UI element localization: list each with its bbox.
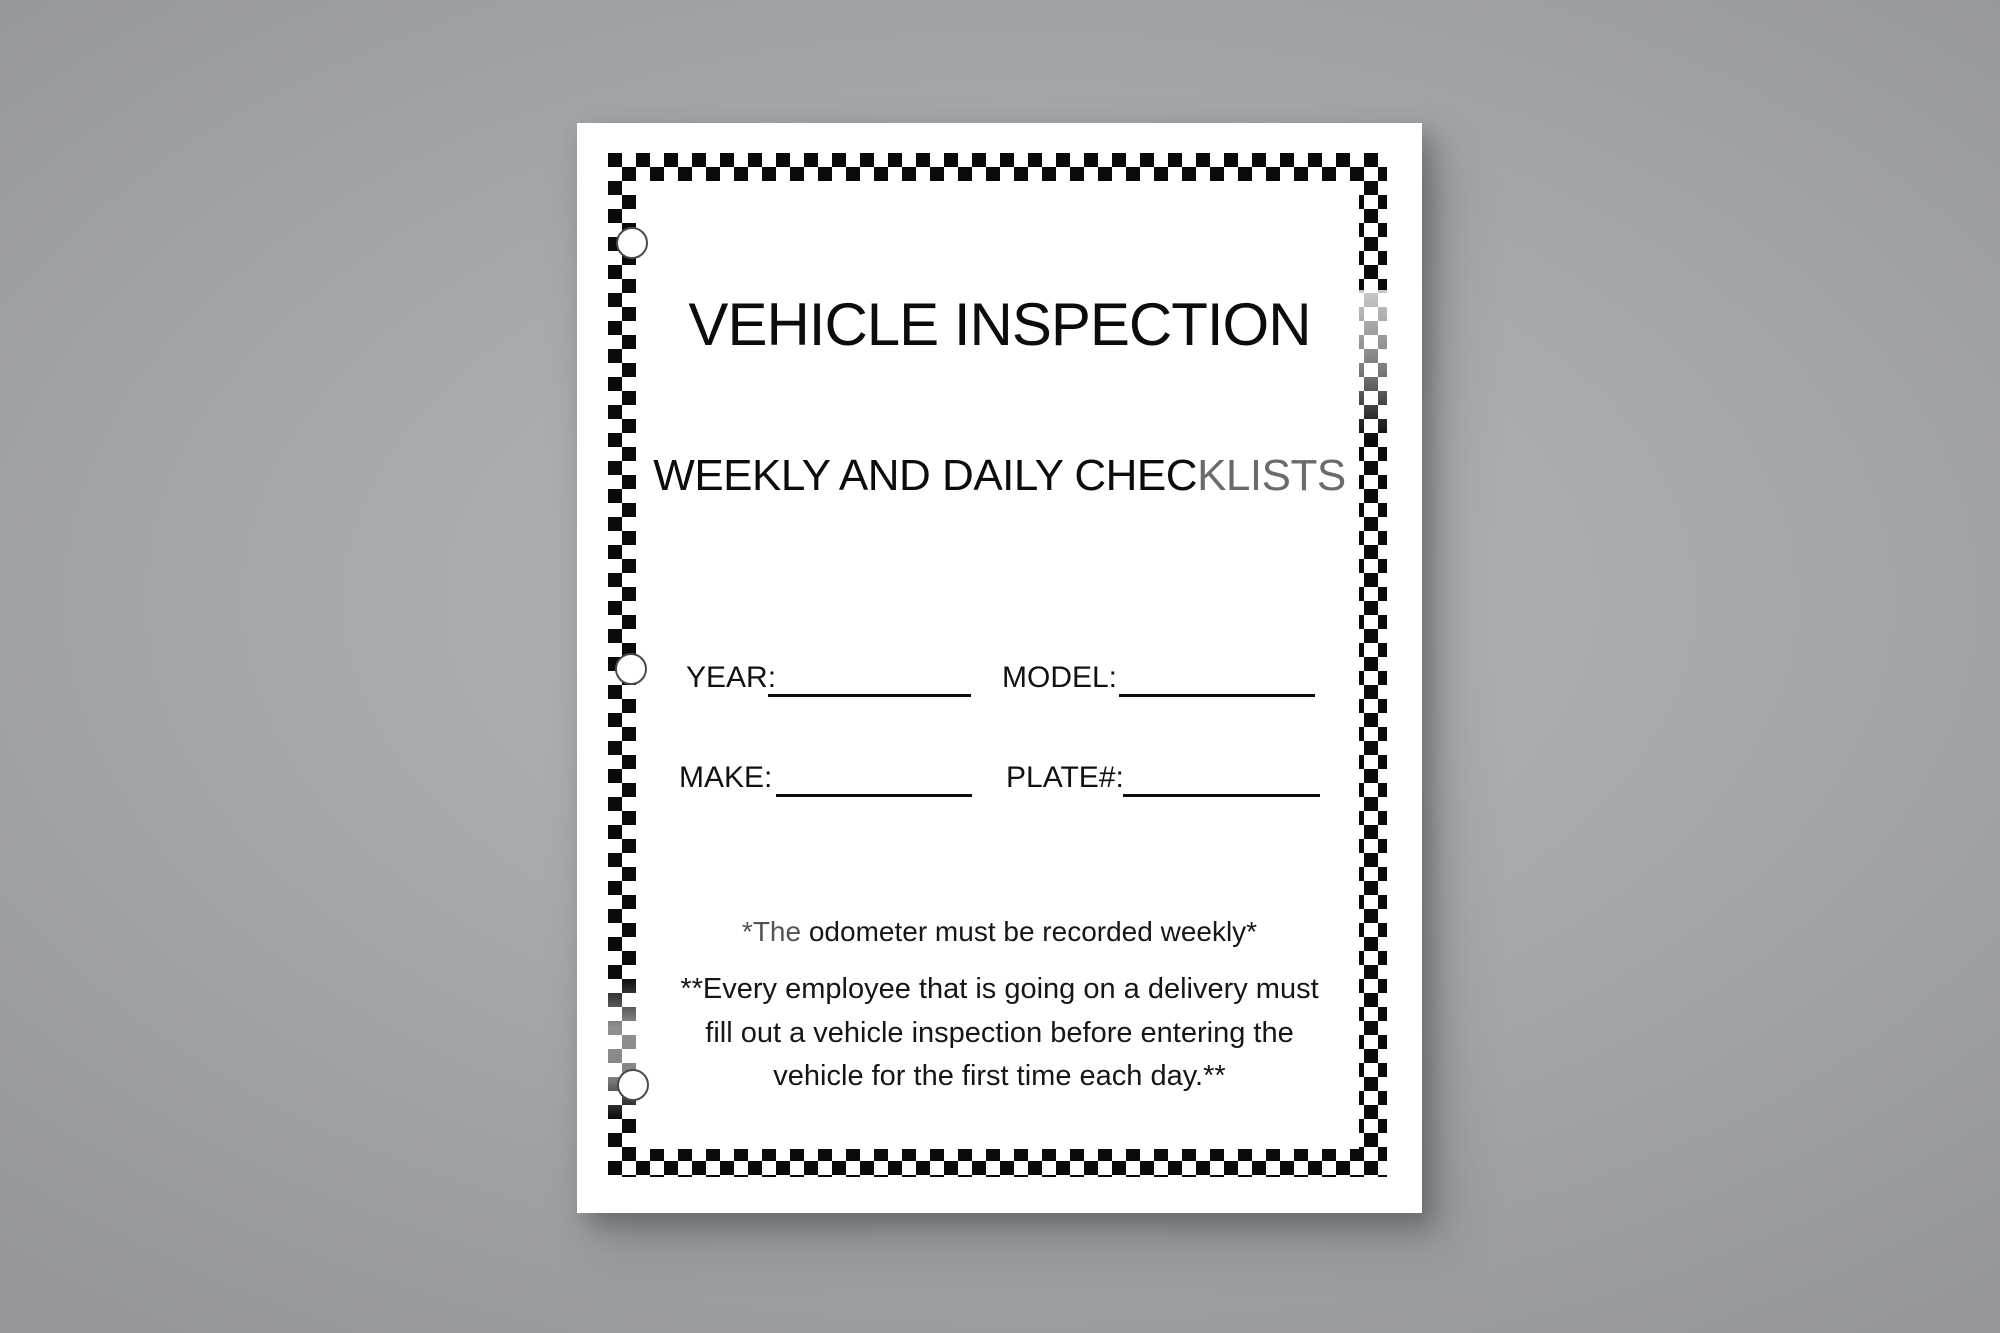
delivery-note	[636, 968, 1363, 1099]
model-field-label: MODEL:	[1002, 661, 1118, 694]
binder-hole-top	[616, 227, 648, 259]
border-sheen-right	[1359, 290, 1387, 440]
year-field-blank-line	[768, 694, 971, 697]
model-field-blank-line	[1119, 694, 1315, 697]
page-subtitle-faded: KLISTS	[1197, 451, 1346, 500]
make-field-blank-line	[776, 794, 972, 797]
odometer-note-rest: odometer must be recorded weekly*	[801, 916, 1258, 947]
binder-hole-middle	[615, 653, 647, 685]
page-subtitle	[636, 451, 1363, 500]
cover-page-sheet	[577, 123, 1422, 1213]
delivery-note-line2: fill out a vehicle inspection before entering the	[705, 1016, 1294, 1049]
delivery-note-line3: vehicle for the first time each day.**	[773, 1060, 1226, 1092]
plate-field-blank-line	[1123, 794, 1320, 797]
delivery-note-line1: **Every employee that is going on a delivery must	[680, 973, 1319, 1005]
page-title: VEHICLE INSPECTION	[688, 291, 1311, 358]
odometer-note	[636, 915, 1363, 949]
odometer-note-prefix: *The	[741, 916, 802, 947]
page-subtitle-main: WEEKLY AND DAILY CHEC	[653, 451, 1198, 500]
plate-field-label: PLATE#:	[1006, 761, 1124, 794]
year-field-label: YEAR:	[686, 661, 777, 694]
make-field-label: MAKE:	[679, 761, 773, 794]
